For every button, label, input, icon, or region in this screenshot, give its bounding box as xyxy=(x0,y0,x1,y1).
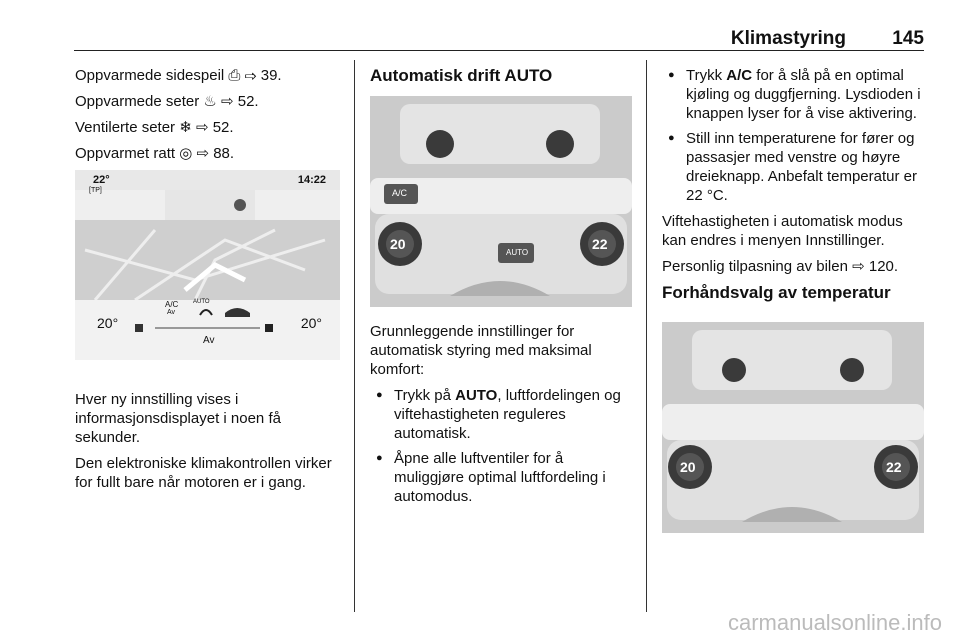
column-2-text xyxy=(370,322,635,513)
info-display-figure xyxy=(75,170,340,360)
list-item: ● Trykk A/C for å slå på en optimal kjøling og duggfjerning. Lysdioden i knappen lyser for å vise aktivering. xyxy=(662,66,927,123)
preset-right-temp: 22 xyxy=(886,459,902,475)
ref-ventilated-seats: Ventilerte seter ❄ ⇨ 52. xyxy=(75,119,234,136)
column-divider-2 xyxy=(646,60,647,612)
panel-right-temp: 22 xyxy=(592,236,608,252)
page-title: Klimastyring xyxy=(730,28,846,49)
list-item: ● Åpne alle luftventiler for å muliggjøre optimal luftfordeling i automodus. xyxy=(370,449,635,506)
column-3 xyxy=(662,66,927,312)
display-ac-label: A/C xyxy=(165,300,179,309)
list-item: ● Still inn temperaturene for fører og passasjer med venstre og høyre dreieknapp. Anbefalt temperatur er 22 °C. xyxy=(662,129,927,205)
display-left-temp: 20° xyxy=(97,315,119,331)
paragraph-display-info: Hver ny innstilling vises i informasjonsdisplayet i noen få sekunder. xyxy=(75,391,281,446)
paragraph-personalization: Personlig tilpasning av bilen ⇨ 120. xyxy=(662,258,899,275)
ac-steps xyxy=(662,66,927,205)
paragraph-fan-speed: Viftehastigheten i automatisk modus kan endres i menyen Innstillinger. xyxy=(662,213,903,249)
page-number: 145 xyxy=(892,28,924,49)
panel-auto-label: AUTO xyxy=(506,248,529,257)
display-tp: [TP] xyxy=(89,187,102,194)
display-ac-state: Av xyxy=(167,309,176,316)
column-2 xyxy=(370,66,635,95)
ref-heated-seats: Oppvarmede seter ♨ ⇨ 52. xyxy=(75,93,259,110)
column-divider-1 xyxy=(354,60,355,612)
temperature-preset-figure xyxy=(662,322,924,533)
page-header xyxy=(74,26,924,51)
display-clock: 14:22 xyxy=(297,174,326,186)
watermark: carmanualsonline.info xyxy=(727,610,942,635)
display-right-temp: 20° xyxy=(300,315,322,331)
paragraph-engine-note: Den elektroniske klimakontrollen virker for fullt bare når motoren er i gang. xyxy=(75,455,332,491)
list-item: ● Trykk på AUTO, luftfordelingen og viftehastigheten reguleres automatisk. xyxy=(370,386,635,443)
display-fan-state: Av xyxy=(203,335,215,346)
paragraph-intro: Grunnleggende innstillinger for automatisk styring med maksimal komfort: xyxy=(370,323,592,378)
section-heading-auto: Automatisk drift AUTO xyxy=(370,66,553,85)
display-temp-top: 22° xyxy=(93,174,110,186)
display-auto-label: AUTO xyxy=(193,299,210,305)
column-1-text xyxy=(75,390,345,499)
ref-heated-wheel: Oppvarmet ratt ◎ ⇨ 88. xyxy=(75,145,235,162)
panel-left-temp: 20 xyxy=(390,236,406,252)
preset-left-temp: 20 xyxy=(680,459,696,475)
auto-steps xyxy=(370,386,635,506)
climate-panel-figure xyxy=(370,96,632,307)
column-1 xyxy=(75,66,345,170)
section-heading-preset: Forhåndsvalg av temperatur xyxy=(662,283,891,302)
ref-heated-mirrors: Oppvarmede sidespeil ⎙ ⇨ 39. xyxy=(75,67,282,84)
panel-ac-label: A/C xyxy=(392,188,408,198)
